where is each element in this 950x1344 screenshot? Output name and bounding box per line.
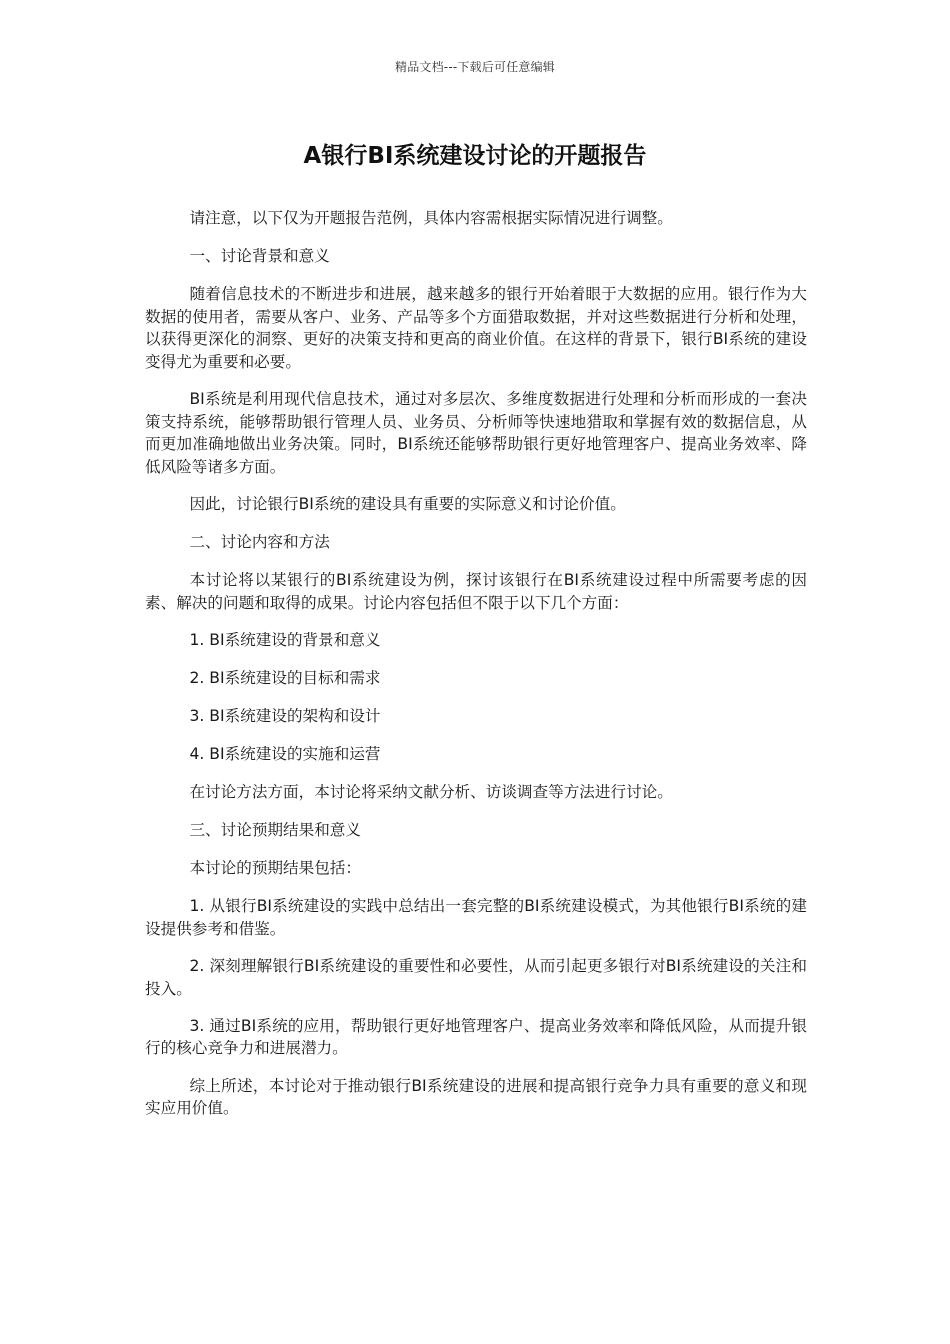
results-list-item: 2. 深刻理解银行BI系统建设的重要性和必要性，从而引起更多银行对BI系统建设的关注和投入。 [145,957,807,998]
results-list-item: 3. 通过BI系统的应用，帮助银行更好地管理客户、提高业务效率和降低风险，从而提升银行的核心竞争力和进展潜力。 [145,1016,807,1058]
section-heading-background: 一、讨论背景和意义 [189,247,330,266]
content-list-item: 4. BI系统建设的实施和运营 [189,745,381,764]
significance-paragraph: 因此，讨论银行BI系统的建设具有重要的实际意义和讨论价值。 [189,494,626,513]
section-heading-content-method: 二、讨论内容和方法 [189,533,330,552]
content-list-item: 1. BI系统建设的背景和意义 [189,630,381,649]
results-intro-paragraph: 本讨论的预期结果包括： [189,859,361,878]
section-heading-expected-results: 三、讨论预期结果和意义 [189,821,361,840]
notice-paragraph: 请注意，以下仅为开题报告范例，具体内容需根据实际情况进行调整。 [189,209,673,227]
content-list-item: 3. BI系统建设的架构和设计 [189,707,381,725]
bi-definition-paragraph: BI系统是利用现代信息技术，通过对多层次、多维度数据进行处理和分析而形成的一套决策支持系统，能够帮助银行管理人员、业务员、分析师等快速地猎取和掌握有效的数据信息，从而更加准确地做出业务决策。同时，BI系统还能够帮助银行更好地管理客户、提高业务效率、降低风险等诸多方面。 [145,390,807,476]
method-paragraph: 在讨论方法方面，本讨论将采纳文献分析、访谈调查等方法进行讨论。 [189,783,673,802]
page-header-note: 精品文档---下载后可任意编辑 [395,60,555,74]
results-list-item: 1. 从银行BI系统建设的实践中总结出一套完整的BI系统建设模式，为其他银行BI系统的建设提供参考和借鉴。 [145,897,807,939]
conclusion-paragraph: 综上所述，本讨论对于推动银行BI系统建设的进展和提高银行竞争力具有重要的意义和现实应用价值。 [145,1076,807,1118]
content-list-item: 2. BI系统建设的目标和需求 [189,668,381,687]
content-intro-paragraph: 本讨论将以某银行的BI系统建设为例，探讨该银行在BI系统建设过程中所需要考虑的因素、解决的问题和取得的成果。讨论内容包括但不限于以下几个方面： [145,571,807,612]
background-paragraph: 随着信息技术的不断进步和进展，越来越多的银行开始着眼于大数据的应用。银行作为大数据的使用者，需要从客户、业务、产品等多个方面猎取数据，并对这些数据进行分析和处理，以获得更深化的洞察、更好的决策支持和更高的商业价值。在这样的背景下，银行BI系统的建设变得尤为重要和必要。 [145,285,807,371]
document-title: A银行BI系统建设讨论的开题报告 [303,143,647,169]
document-body [145,207,807,1134]
